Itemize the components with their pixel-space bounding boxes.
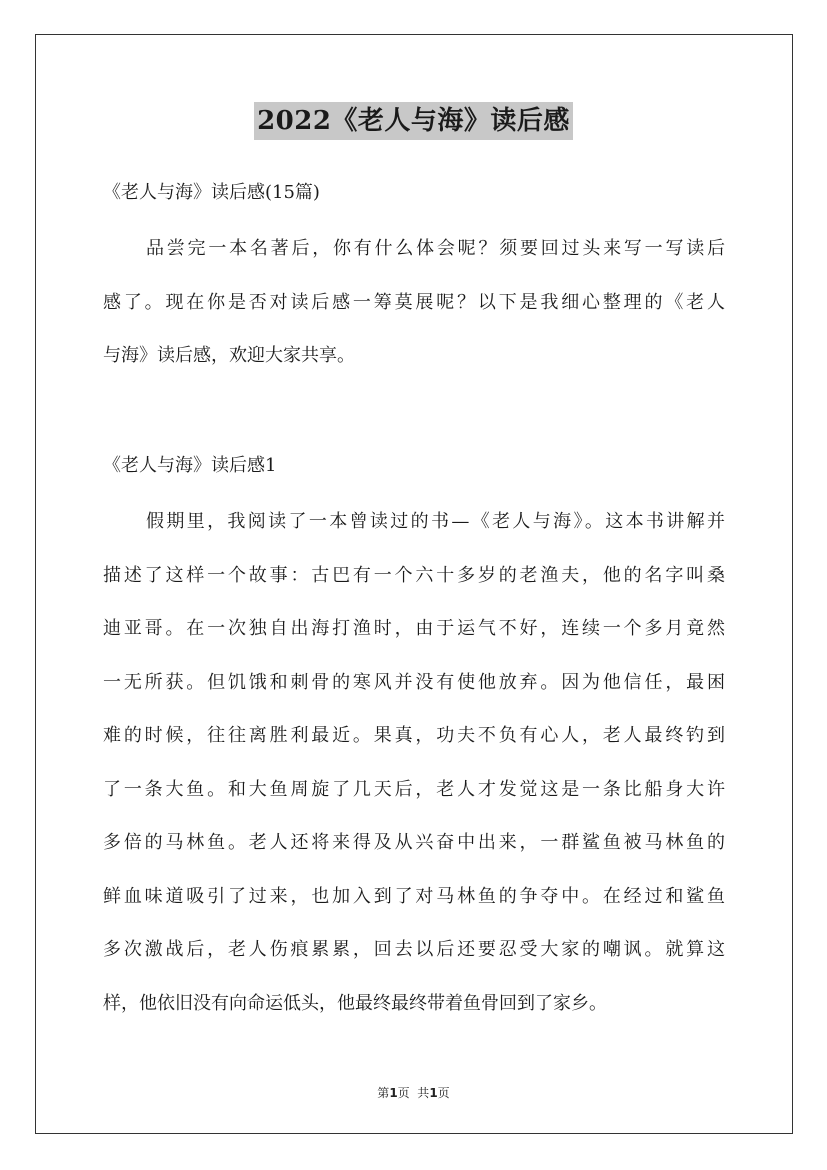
paragraph-line-5: 难的时候，往往离胜利最近。果真，功夫不负有心人，老人最终钓到 [103,725,725,746]
paragraph-line-9: 多次激战后，老人伤痕累累，回去以后还要忍受大家的嘲讽。就算这 [103,939,725,960]
page-footer [0,1084,827,1101]
document-subtitle: 《老人与海》读后感(15篇) [103,182,320,203]
paragraph-line-6: 了一条大鱼。和大鱼周旋了几天后，老人才发觉这是一条比船身大许 [103,779,725,800]
paragraph-line-7: 多倍的马林鱼。老人还将来得及从兴奋中出来，一群鲨鱼被马林鱼的 [103,832,725,853]
paragraph-line-10: 样，他依旧没有向命运低头，他最终最终带着鱼骨回到了家乡。 [103,993,607,1014]
paragraph-line-1: 假期里，我阅读了一本曾读过的书—《老人与海》。这本书讲解并 [146,511,725,532]
paragraph-line-3: 迪亚哥。在一次独自出海打渔时，由于运气不好，连续一个多月竟然 [103,618,725,639]
section-1-heading: 《老人与海》读后感1 [103,455,277,476]
paragraph-line-8: 鲜血味道吸引了过来，也加入到了对马林鱼的争夺中。在经过和鲨鱼 [103,886,725,907]
intro-line-1: 品尝完一本名著后，你有什么体会呢？须要回过头来写一写读后 [146,238,725,259]
intro-line-2: 感了。现在你是否对读后感一筹莫展呢？以下是我细心整理的《老人 [103,292,725,313]
footer-page-mid: 页 共 [397,1086,430,1100]
footer-page-current: 1 [389,1086,398,1100]
document-title: 2022《老人与海》读后感 [254,102,573,140]
paragraph-line-2: 描述了这样一个故事：古巴有一个六十多岁的老渔夫，他的名字叫桑 [103,565,725,586]
intro-line-3: 与海》读后感，欢迎大家共享。 [103,345,355,366]
footer-page-suffix: 页 [437,1086,450,1100]
footer-page-total: 1 [429,1086,438,1100]
footer-page-prefix: 第 [377,1086,390,1100]
paragraph-line-4: 一无所获。但饥饿和刺骨的寒风并没有使他放弃。因为他信任，最困 [103,672,725,693]
